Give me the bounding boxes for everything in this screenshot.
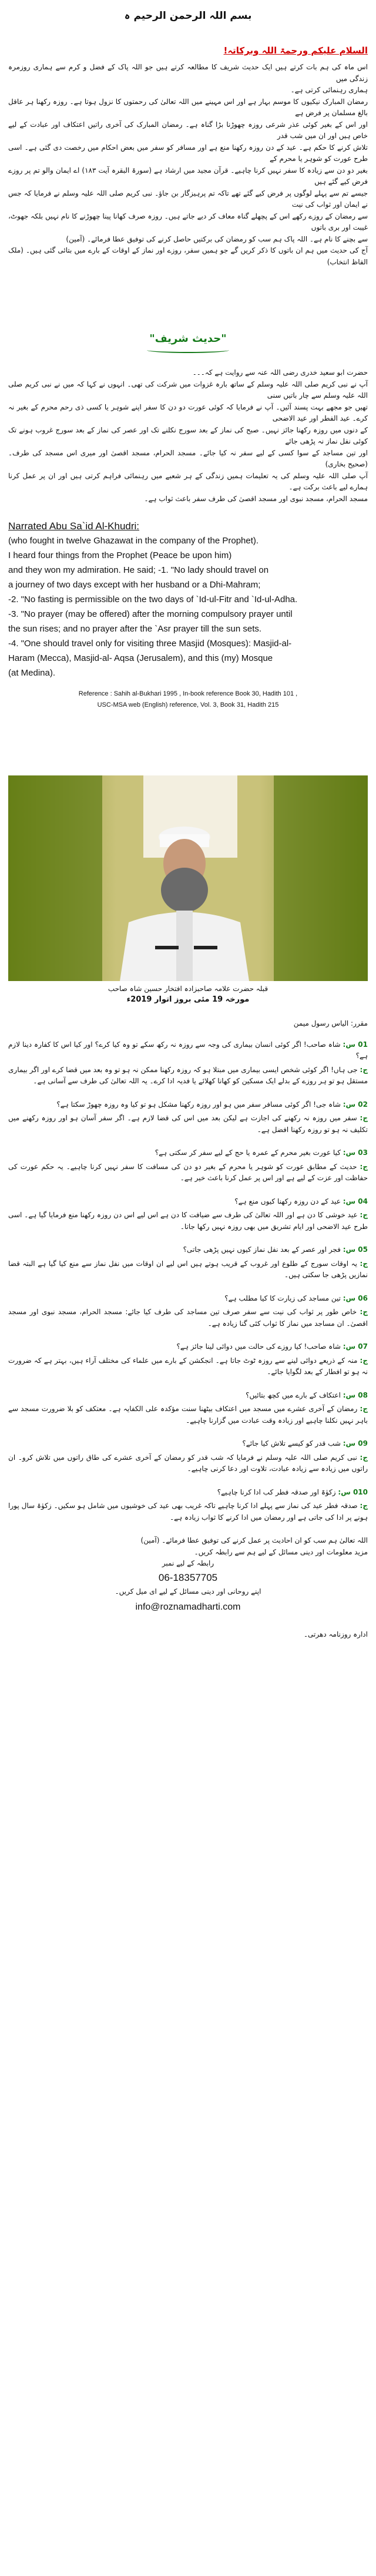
hadith-urdu-line: تھیں جو مجھے بہت پسند آئیں۔ آپ نے فرمایا کہ کوئی عورت دو دن کا سفر اپنے شوہر یا کسی ذی رحم محرم کے بغیر نہ کرے۔ عید الفطر اور عید الاضحی <box>8 402 368 422</box>
qa-question: 05 س: فجر اور عصر کے بعد نفل نماز کیوں نہیں پڑھی جاتی؟ <box>183 1245 368 1254</box>
footer: ادارہ روزنامہ دھرتی۔ <box>304 1630 368 1638</box>
qa-item <box>8 1390 368 1427</box>
photo-caption: قبلہ حضرت علامہ صاحبزادہ افتخار حسین شاہ صاحب <box>108 985 268 993</box>
qa-question: 06 س: تین مساجد کی زیارت کا کیا مطلب ہے؟ <box>224 1294 368 1302</box>
intro-line: اور اس کے بغیر کوئی عذر شرعی روزہ چھوڑنا بڑا گناہ ہے۔ رمضان المبارک کی آخری راتیں اعتکاف اور عبادت کے لیے خاص ہیں اور ان میں شب قدر <box>8 120 368 140</box>
closing-line: اللہ تعالیٰ ہم سب کو ان احادیث پر عمل کرنے کی توفیق عطا فرمائے۔ (آمین) <box>140 1536 368 1544</box>
intro-line: سے رمضان کے روزے رکھے اس کے پچھلے گناہ معاف کر دیے جاتے ہیں۔ روزہ صرف کھانا پینا چھوڑنے کا نام نہیں بلکہ جھوٹ، غیبت اور بری باتوں <box>8 211 368 231</box>
question-marker: 04 س: <box>343 1197 368 1205</box>
hadith-urdu-line: آپ نے نبی کریم صلی اللہ علیہ وسلم کے ساتھ بارہ غزوات میں شرکت کی تھی۔ انہوں نے کہا کہ میں نے نبی کریم صلی اللہ علیہ وسلم سے چار باتیں سنی <box>8 379 368 399</box>
hadith-urdu-line: کے دنوں میں روزہ رکھنا جائز نہیں۔ صبح کی نماز کے بعد سورج نکلنے تک اور عصر کی نماز کے بعد سورج غروب ہونے تک کوئی نفل نماز نہ پڑھی جائے <box>8 425 368 445</box>
hadith-reference: Reference : Sahih al-Bukhari 1995 , In-book reference Book 30, Hadith 101 , <box>78 690 298 697</box>
qa-answer: ج: عید خوشی کا دن ہے اور اللہ تعالیٰ کی طرف سے ضیافت کا دن ہے اس لیے اس دن روزہ رکھنا منع فرمایا گیا ہے۔ اسی طرح عید الاضحی اور ایام تشریق میں بھی روزہ نہیں رکھا جاتا۔ <box>8 1211 368 1231</box>
qa-item <box>8 1099 368 1136</box>
qa-answer: ج: جی ہاں! اگر کوئی شخص ایسی بیماری میں مبتلا ہو کہ روزہ رکھنا ممکن نہ ہو تو وہ بعد میں قضا کرے اور اگر بیماری مستقل ہو تو ہر روزے کے بدلے ایک مسکین کو کھانا کھلائے یا فدیہ ادا کرے۔ یہ اللہ تعالیٰ کی طرف سے آسانی ہے۔ <box>8 1065 368 1085</box>
qa-answer: ج: خاص طور پر ثواب کی نیت سے سفر صرف تین مساجد کی طرف کیا جائے: مسجد الحرام، مسجد نبوی اور مسجد اقصیٰ۔ ان مساجد میں نماز کا ثواب کئی گنا زیادہ ہے۔ <box>8 1308 368 1328</box>
english-line: the sun rises; and no prayer after the `Asr prayer till the sun sets. <box>8 624 262 634</box>
qa-answer: ج: رمضان کے آخری عشرے میں مسجد میں اعتکاف بیٹھنا سنت مؤکدہ علی الکفایہ ہے۔ معتکف کو بلا ضرورت مسجد سے باہر نہیں نکلنا چاہیے اور زیادہ وقت عبادت میں گزارنا چاہیے۔ <box>8 1405 368 1425</box>
qa-answer: ج: یہ اوقات سورج کے طلوع اور غروب کے قریب ہوتے ہیں اس لیے ان اوقات میں نفل نماز سے منع کیا گیا ہے البتہ قضا نمازیں پڑھی جا سکتی ہیں۔ <box>8 1259 368 1279</box>
qa-answer: ج: سفر میں روزہ نہ رکھنے کی اجازت ہے لیکن بعد میں اس کی قضا لازم ہے۔ اگر سفر آسان ہو اور روزہ رکھنے میں تکلیف نہ ہو تو روزہ رکھنا افضل ہے۔ <box>8 1114 368 1134</box>
hadith-urdu-line: حضرت ابو سعید خدری رضی اللہ عنہ سے روایت ہے کہ۔۔۔ <box>192 368 368 377</box>
intro-line: اس ماہ کی ہم بات کرتے ہیں ایک حدیث شریف کا مطالعہ کرتے ہیں جو اللہ پاک کے فضل و کرم سے ہماری روزمرہ زندگی میں <box>8 63 368 83</box>
qa-item <box>8 1293 368 1330</box>
intro-section <box>8 62 368 268</box>
qa-question: 09 س: شب قدر کو کیسے تلاش کیا جائے؟ <box>242 1439 368 1447</box>
salam-greeting: السلام علیکم ورحمۃ اللہ وبرکاتہ! <box>223 45 368 56</box>
answer-marker: ج: <box>360 1405 368 1413</box>
qa-question: 04 س: عید کے دن روزہ رکھنا کیوں منع ہے؟ <box>234 1197 368 1205</box>
hadith-reference: USC-MSA web (English) reference, Vol. 3, Book 31, Hadith 215 <box>97 701 279 708</box>
hadith-title-text: "حدیث شریف" <box>149 333 227 345</box>
english-line: Haram (Mecca), Masjid-al- Aqsa (Jerusalem), and this (my) Mosque <box>8 653 273 663</box>
qa-answer: ج: حدیث کے مطابق عورت کو شوہر یا محرم کے بغیر دو دن کی مسافت کا سفر نہیں کرنا چاہیے۔ یہ حکم عورت کی حفاظت اور عزت کے لیے ہے اور اس پر عمل کرنا باعث خیر ہے۔ <box>8 1162 368 1182</box>
answer-marker: ج: <box>360 1502 368 1510</box>
answer-marker: ج: <box>360 1162 368 1171</box>
qa-item <box>8 1244 368 1281</box>
answer-marker: ج: <box>360 1308 368 1316</box>
answer-marker: ج: <box>360 1211 368 1219</box>
qa-question: 03 س: کیا عورت بغیر محرم کے عمرہ یا حج کے لیے سفر کر سکتی ہے؟ <box>155 1148 368 1157</box>
question-marker: 05 س: <box>343 1245 368 1254</box>
article <box>8 0 368 1638</box>
english-line: -2. "No fasting is permissible on the two days of `Id-ul-Fitr and `Id-ul-Adha. <box>8 595 298 604</box>
qa-question: 02 س: شاہ جی! اگر کوئی مسافر سفر میں ہو اور روزہ رکھنا مشکل ہو تو کیا وہ روزہ چھوڑ سکتا ہے؟ <box>56 1100 368 1109</box>
qa-question: 01 س: شاہ صاحب! اگر کوئی انسان بیماری کی وجہ سے روزہ نہ رکھ سکے تو وہ کیا کرے؟ اور کیا اس کا کفارہ دینا لازم ہے؟ <box>8 1040 368 1060</box>
question-marker: 06 س: <box>343 1294 368 1302</box>
qa-item <box>8 1196 368 1233</box>
qa-question: 08 س: اعتکاف کے بارے میں کچھ بتائیں؟ <box>246 1391 368 1399</box>
qa-answer: ج: صدقہ فطر عید کی نماز سے پہلے ادا کرنا چاہیے تاکہ غریب بھی عید کی خوشیوں میں شامل ہو سکیں۔ زکوٰۃ سال پورا ہونے پر ادا کی جاتی ہے اور رمضان میں ادا کرنے کا ثواب زیادہ ہے۔ <box>8 1502 368 1522</box>
intro-line: سے بچنے کا نام ہے۔ اللہ پاک ہم سب کو رمضان کی برکتیں حاصل کرنے کی توفیق عطا فرمائے۔ (آمین) <box>66 234 368 243</box>
hadith-urdu-line: مسجد الحرام، مسجد نبوی اور مسجد اقصیٰ کی طرف سفر باعث ثواب ہے۔ <box>144 494 368 503</box>
qa-item <box>8 1438 368 1475</box>
english-line: and they won my admiration. He said; -1. "No lady should travel on <box>8 565 269 575</box>
english-line: (who fought in twelve Ghazawat in the company of the Prophet). <box>8 536 259 546</box>
hadith-urdu-line: اور تین مساجد کے سوا کسی کے لیے سفر نہ کیا جائے۔ مسجد الحرام، مسجد اقصیٰ اور میری اس مسجد کی طرف۔ (صحیح بخاری) <box>8 448 368 468</box>
hadith-english-section <box>8 519 368 711</box>
answer-marker: ج: <box>360 1114 368 1122</box>
qa-intro: مقرر: الیاس رسول میمن <box>293 1019 368 1027</box>
intro-line: ہماری رہنمائی کرتی ہے۔ <box>290 86 368 94</box>
qa-item <box>8 1341 368 1378</box>
answer-marker: ج: <box>360 1259 368 1268</box>
question-marker: 02 س: <box>343 1100 368 1109</box>
bismillah-heading: بسم اللہ الرحمن الرحیم ہ <box>124 10 252 22</box>
english-heading: Narrated Abu Sa`id Al-Khudri: <box>8 520 140 532</box>
question-marker: 09 س: <box>343 1439 368 1447</box>
speaker-photo <box>8 775 368 981</box>
english-line: (at Medina). <box>8 668 56 678</box>
question-marker: 010 س: <box>338 1487 368 1496</box>
english-line: -4. "One should travel only for visiting three Masjid (Mosques): Masjid-al- <box>8 639 292 649</box>
qa-item <box>8 1147 368 1184</box>
qa-item <box>8 1039 368 1087</box>
qa-item <box>8 1487 368 1524</box>
english-line: -3. "No prayer (may be offered) after the morning compulsory prayer until <box>8 609 293 619</box>
intro-line: بغیر دو دن سے زیادہ کا سفر نہیں کرنا چاہیے۔ قرآن مجید میں ارشاد ہے (سورۃ البقرہ آیت ۱۸۳) اے ایمان والو تم پر روزے فرض کیے گئے ہیں <box>8 166 368 186</box>
intro-line: آج کی حدیث میں ہم ان باتوں کا ذکر کریں گے جو ہمیں سفر، روزے اور نماز کے اوقات کے بارے میں بتائی گئی ہیں۔ (ملک الفاظ انتخاب) <box>8 246 368 266</box>
email-prompt: اپنے روحانی اور دینی مسائل کے لیے ای میل کریں۔ <box>115 1587 261 1596</box>
photo-date: مورخہ 19 مئی بروز اتوار 2019ء <box>126 995 250 1004</box>
english-line: I heard four things from the Prophet (Peace be upon him) <box>8 550 232 560</box>
intro-line: تلاش کرنے کا حکم ہے۔ عید کے دن روزہ رکھنا منع ہے اور مسافر کو سفر میں بعض احکام میں رخصت دی گئی ہے۔ اسی طرح عورت کو شوہر یا محرم کے <box>8 143 368 163</box>
phone-number: 06-18357705 <box>158 1571 218 1583</box>
question-marker: 07 س: <box>343 1342 368 1351</box>
qa-question: 010 س: زکوٰۃ اور صدقہ فطر کب ادا کرنا چاہیے؟ <box>217 1487 368 1496</box>
question-marker: 03 س: <box>343 1148 368 1157</box>
answer-marker: ج: <box>360 1453 368 1462</box>
qa-answer: ج: نبی کریم صلی اللہ علیہ وسلم نے فرمایا کہ شب قدر کو رمضان کے آخری عشرے کی طاق راتوں میں تلاش کرو۔ ان راتوں میں زیادہ سے زیادہ عبادت، تلاوت اور دعا کرنی چاہیے۔ <box>8 1453 368 1473</box>
qa-question: 07 س: شاہ صاحب! کیا روزے کی حالت میں دوائی لینا جائز ہے؟ <box>176 1342 368 1351</box>
question-marker: 01 س: <box>343 1040 368 1049</box>
english-line: a journey of two days except with her husband or a Dhi-Mahram; <box>8 580 261 590</box>
closing-line: رابطہ کے لیے نمبر <box>162 1559 214 1567</box>
answer-marker: ج: <box>360 1065 368 1074</box>
question-marker: 08 س: <box>343 1391 368 1399</box>
answer-marker: ج: <box>360 1356 368 1365</box>
closing-line: مزید معلومات اور دینی مسائل کے لیے ہم سے رابطہ کریں۔ <box>194 1547 368 1556</box>
hadith-title <box>8 333 368 353</box>
qa-section <box>8 1018 368 1570</box>
hadith-urdu-section <box>8 367 368 505</box>
title-ornament <box>147 347 229 353</box>
speaker-photo-illustration <box>8 775 368 981</box>
qa-answer: ج: منہ کے ذریعے دوائی لینے سے روزہ ٹوٹ جاتا ہے۔ انجکشن کے بارے میں علماء کی مختلف آراء ہیں، بہتر ہے کہ ضرورت نہ ہو تو افطار کے بعد لگوایا جائے۔ <box>8 1356 368 1376</box>
intro-line: رمضان المبارک نیکیوں کا موسم بہار ہے اور اس مہینے میں اللہ تعالیٰ کی رحمتوں کا نزول ہوتا ہے۔ روزہ رکھنا ہر عاقل بالغ مسلمان پر فرض ہے <box>8 97 368 117</box>
email-link[interactable]: info@roznamadharti.com <box>135 1602 241 1612</box>
hadith-urdu-line: آپ صلی اللہ علیہ وسلم کی یہ تعلیمات ہمیں زندگی کے ہر شعبے میں رہنمائی فراہم کرتی ہیں اور ان پر عمل کرنا ہمارے لیے باعث برکت ہے۔ <box>8 471 368 491</box>
intro-line: جیسے تم سے پہلے لوگوں پر فرض کیے گئے تھے تاکہ تم پرہیزگار بن جاؤ۔ نبی کریم صلی اللہ علیہ وسلم نے فرمایا کہ جس نے ایمان اور ثواب کی نیت <box>8 189 368 209</box>
